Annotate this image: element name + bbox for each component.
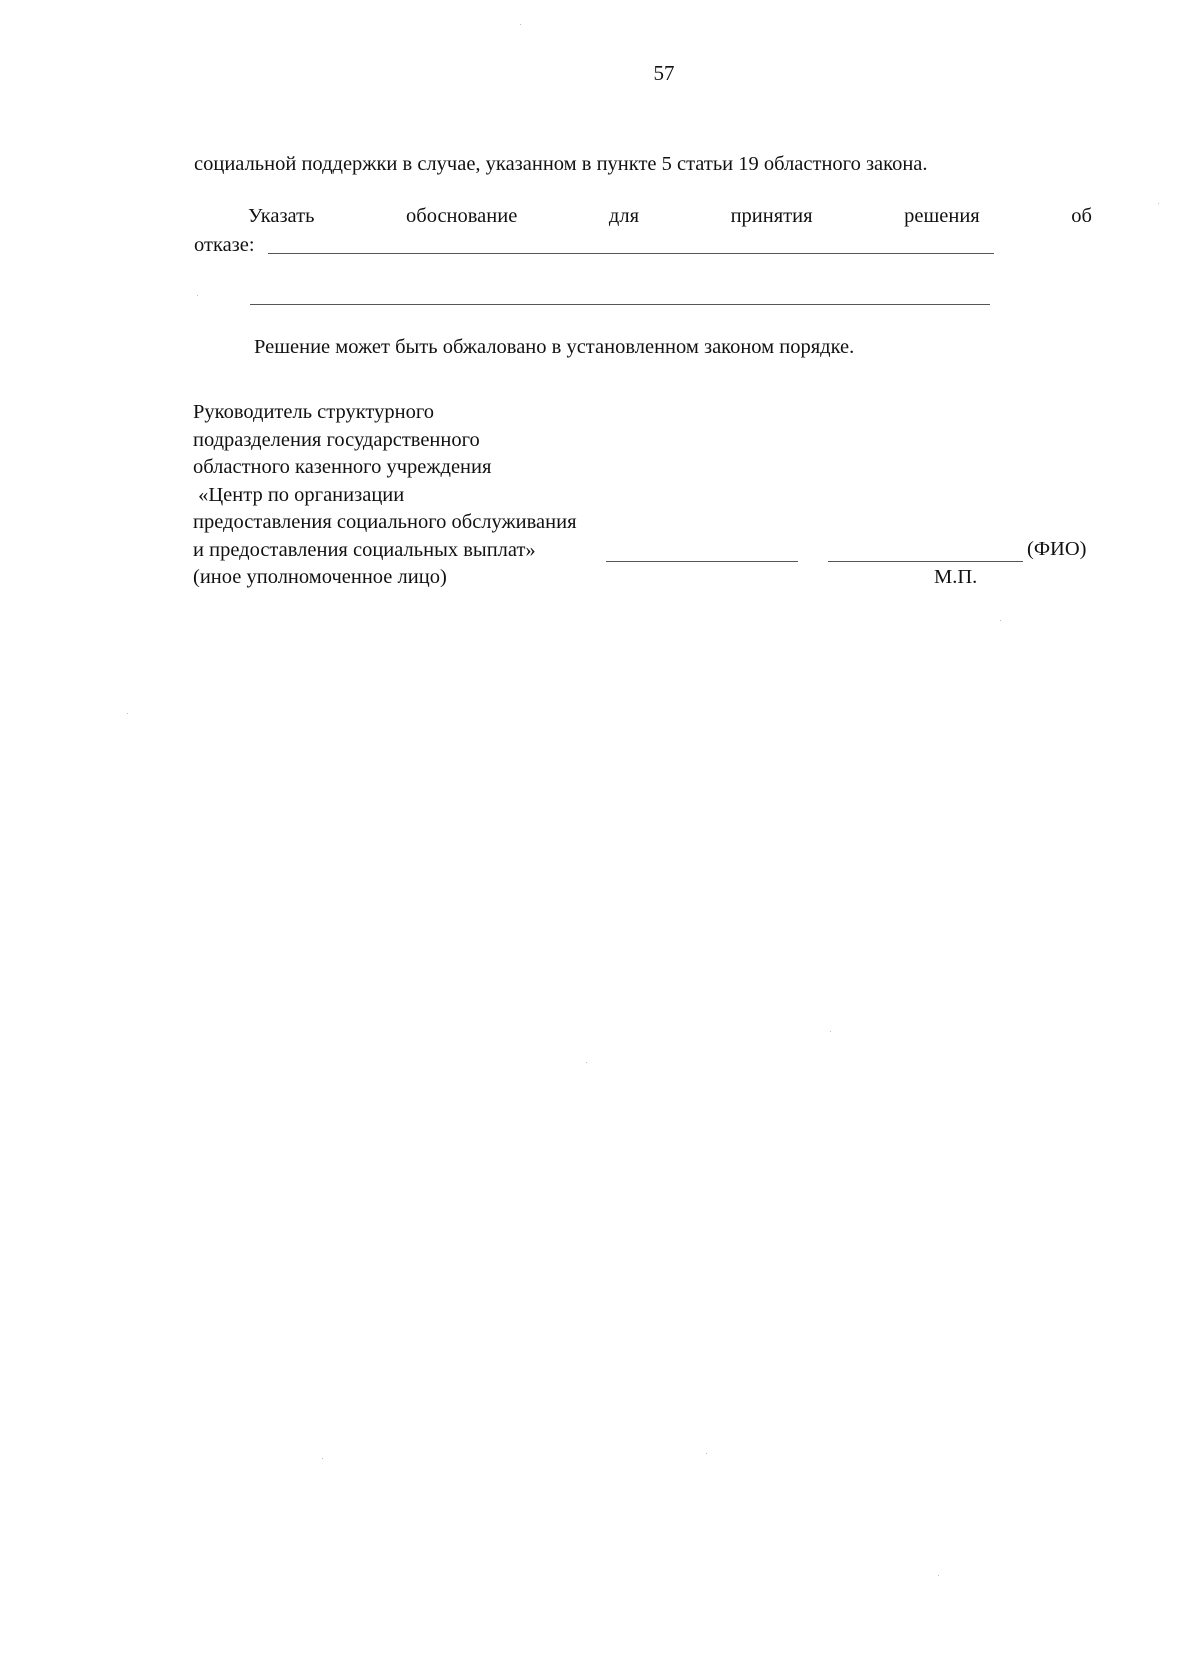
signatory-title-line: «Центр по организации <box>193 483 405 506</box>
refusal-reason-blank-line-1 <box>268 253 994 254</box>
appeal-notice: Решение может быть обжаловано в установленном законом порядке. <box>254 336 855 358</box>
name-label: (ФИО) <box>1027 538 1087 560</box>
instruction-word: обоснование <box>406 205 518 227</box>
signatory-title-line: и предоставления социальных выплат» <box>193 538 536 561</box>
refusal-reason-instruction <box>248 204 1092 228</box>
signatory-title <box>193 399 577 592</box>
signatory-title-line: предоставления социального обслуживания <box>193 511 577 533</box>
instruction-word: Указать <box>248 205 315 227</box>
scan-speck <box>830 1031 831 1032</box>
scan-speck <box>127 713 128 714</box>
instruction-word: принятия <box>730 205 813 227</box>
scan-speck <box>586 1062 587 1063</box>
name-blank-line <box>828 561 1023 562</box>
refusal-reason-blank-line-2 <box>250 304 990 305</box>
scan-speck <box>938 1575 939 1576</box>
scan-speck <box>322 1458 323 1459</box>
scan-speck <box>1000 620 1001 621</box>
signature-blank-line <box>606 561 798 562</box>
signatory-title-line: подразделения государственного <box>193 428 480 451</box>
scan-speck <box>197 295 198 296</box>
instruction-word: об <box>1071 205 1092 227</box>
instruction-word: для <box>608 205 639 227</box>
scan-speck <box>706 1453 707 1454</box>
refusal-reason-label: отказе: <box>194 234 255 256</box>
page-number: 57 <box>653 61 675 85</box>
signatory-title-line: областного казенного учреждения <box>193 456 492 478</box>
signatory-title-line: Руководитель структурного <box>193 401 434 423</box>
scan-speck <box>520 24 521 25</box>
signatory-title-line: (иное уполномоченное лицо) <box>193 566 447 588</box>
instruction-word: решения <box>904 205 980 227</box>
stamp-label: М.П. <box>934 566 978 588</box>
continuation-paragraph: социальной поддержки в случае, указанном в пункте 5 статьи 19 областного закона. <box>194 153 928 175</box>
scan-speck <box>1158 203 1159 204</box>
